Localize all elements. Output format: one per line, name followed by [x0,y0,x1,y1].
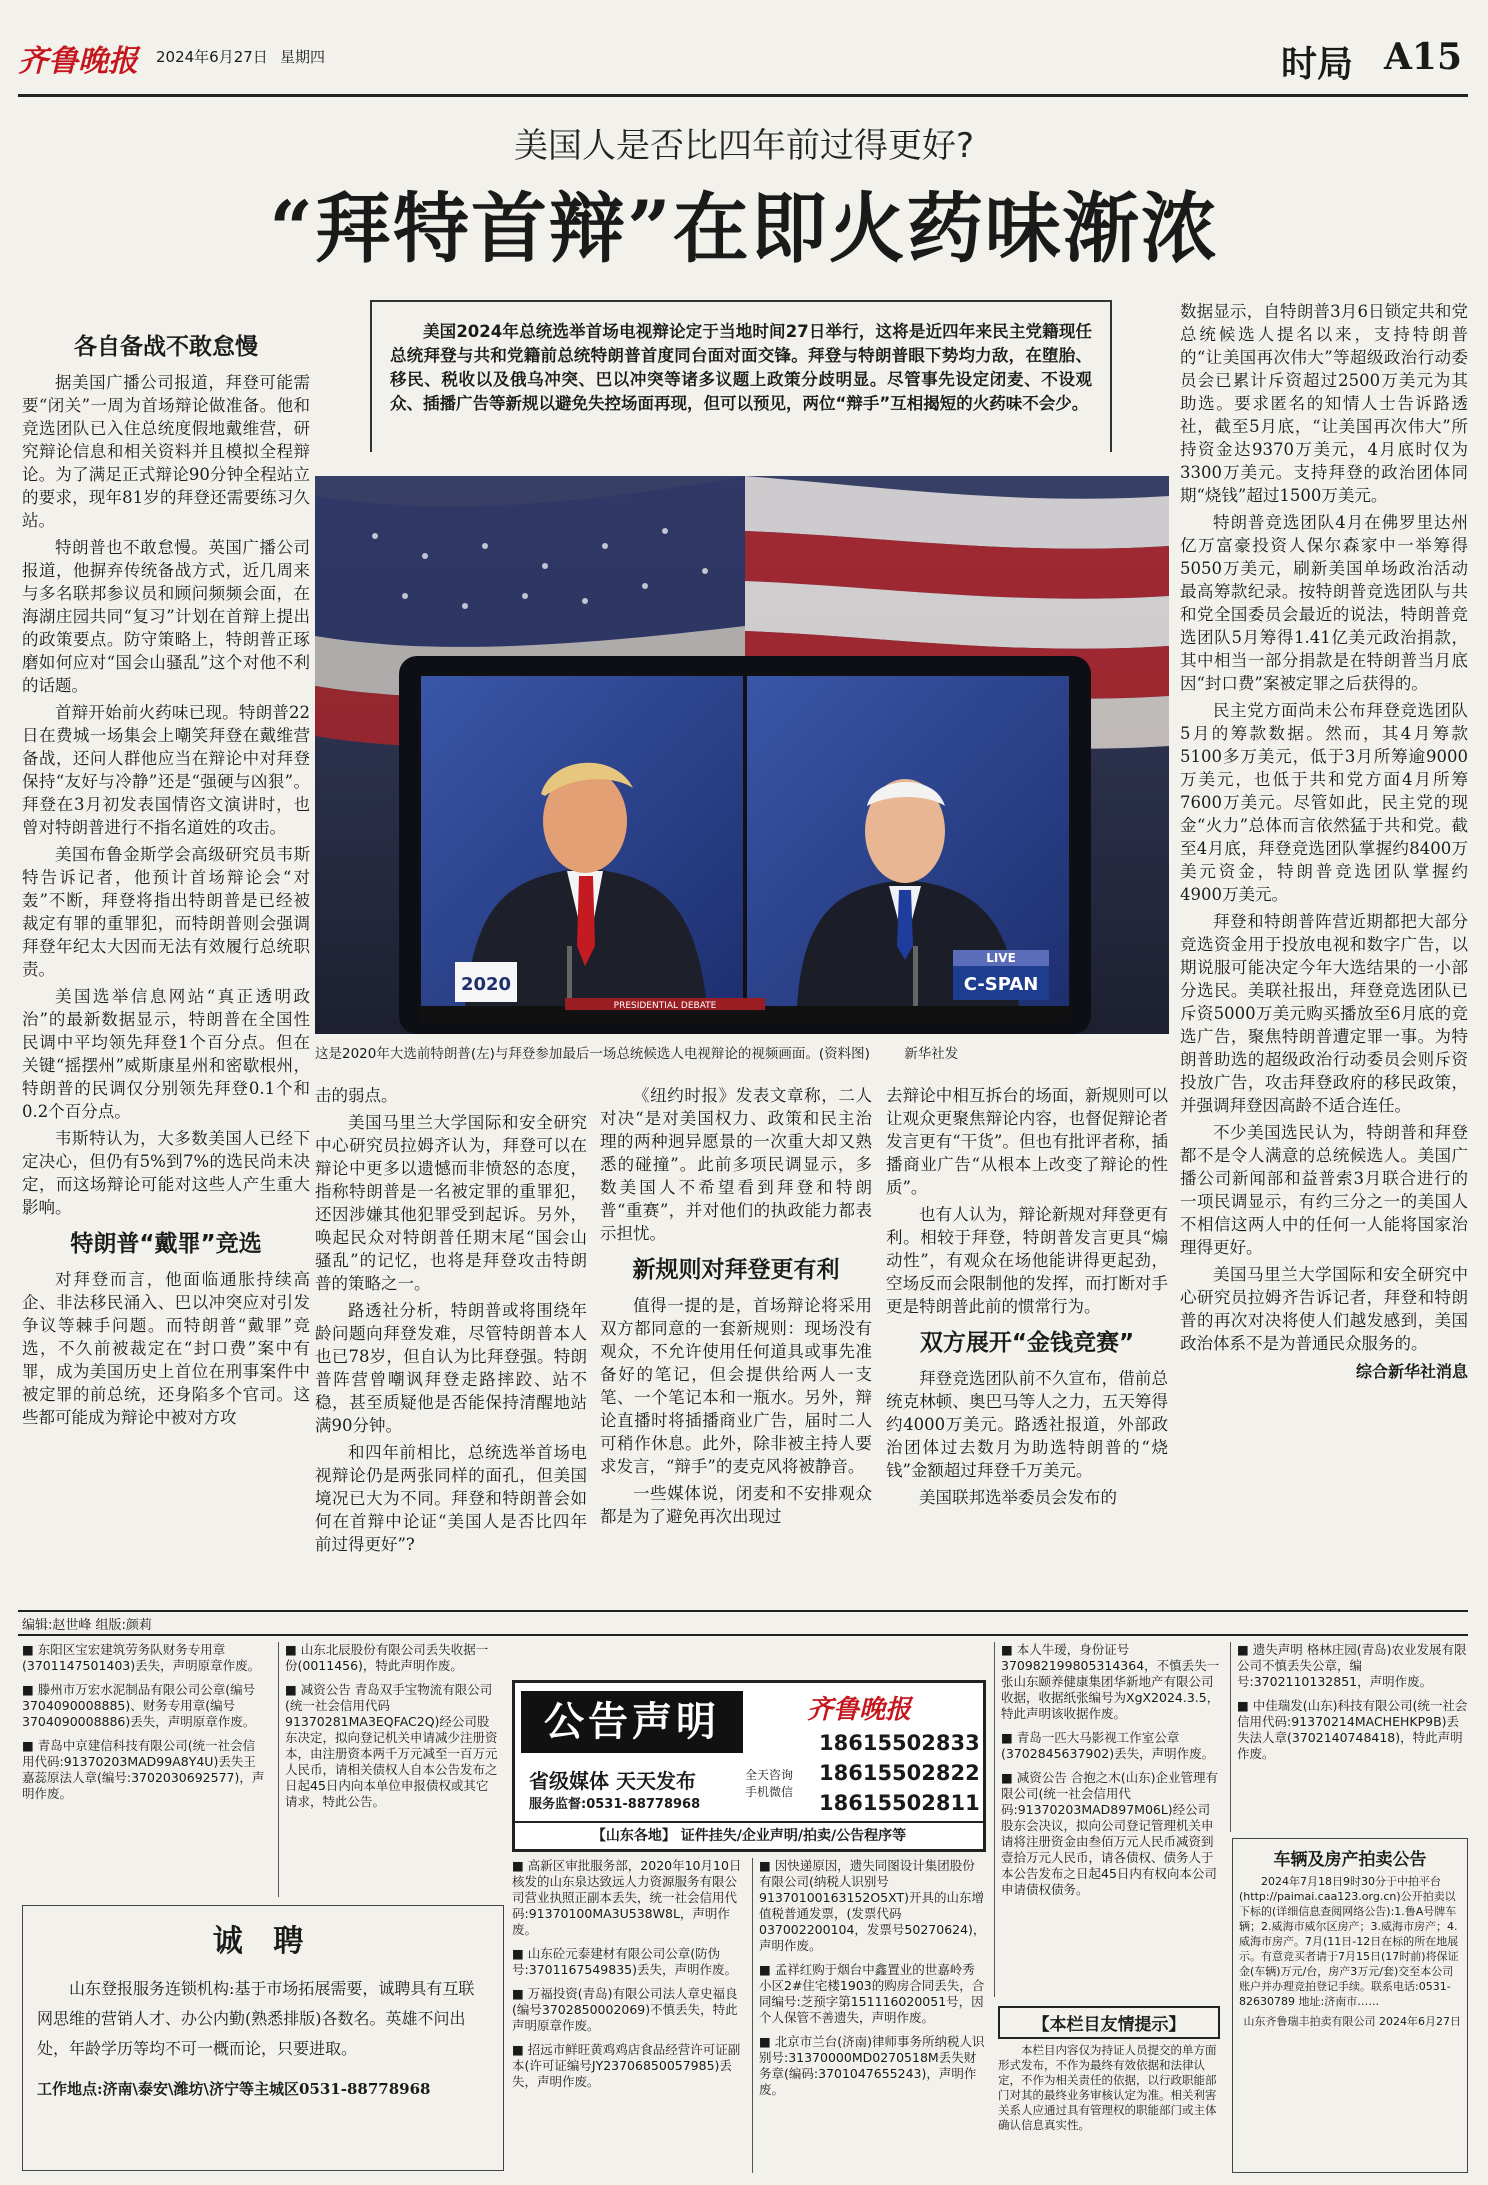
paper-name: 齐鲁晚报 [18,44,138,79]
header-rule [18,94,1468,97]
box-phone: 18615502822 [819,1761,980,1785]
paragraph: 韦斯特认为，大多数美国人已经下定决心，但仍有5%到7%的选民尚未决定，而这场辩论可能对这些人产生重大影响。 [22,1129,310,1217]
auction-notice [1232,1838,1468,2173]
recruit-text: 山东登报服务连锁机构:基于市场拓展需要，诚聘具有互联网思维的营销人才、办公内勤(熟悉排版)各数名。英雄不问出处，年龄学历等均不可一概而论，只要进取。 [37,1979,475,2058]
article-column-2 [315,1084,587,1604]
notice-item: ■ 孟祥红购于烟台中鑫置业的世嘉岭秀小区2#住宅楼1903的购房合同丢失，合同编号:芝预字第151116020051号，因个人保管不善遗失，声明作废。 [759,1962,986,2026]
lead-box [370,300,1112,452]
notice-item: ■ 山东砼元泰建材有限公司公章(防伪号:3701167549835)丢失，声明作废。 [512,1946,744,1978]
headline-title: “拜特首辩”在即火药味渐浓 [269,184,1219,273]
notices-left [22,1642,267,1897]
caption-credit: 新华社发 [904,1046,959,1062]
issue-weekday: 星期四 [280,48,326,66]
box-paper: 齐鲁晚报 [807,1695,912,1725]
paragraph: 美国联邦选举委员会发布的 [919,1488,1117,1507]
paragraph: 数据显示，自特朗普3月6日锁定共和党总统候选人提名以来，支持特朗普的“让美国再次伟大”等超级政治行动委员会已累计斥资超过2500万美元为其助选。要求匿名的知情人士告诉路透社，截至5月底，“让美国再次伟大”所持资金达9370万美元，4月底时仅为3300万美元。支持拜登的政治团体同期“烧钱”超过1500万美元。 [1180,302,1468,505]
notice-item: ■ 中佳瑞发(山东)科技有限公司(统一社会信用代码:91370214MACHEHKP9B)丢失法人章(3702140748418)，特此声明作废。 [1237,1698,1468,1762]
paragraph: 美国选举信息网站“真正透明政治”的最新数据显示，特朗普在全国性民调中平均领先拜登1个百分点。但在关键“摇摆州”威斯康星州和密歇根州，特朗普的民调仅分别领先拜登0.1个和0.2个百分点。 [22,987,310,1121]
network-logo: C-SPAN [963,974,1039,995]
subhead-new-rules: 新规则对拜登更有利 [632,1257,840,1283]
notice-item: ■ 青岛一匹大马影视工作室公章(3702845637902)丢失，声明作废。 [1001,1730,1222,1762]
paragraph: 《纽约时报》发表文章称，二人对决“是对美国权力、政策和民主治理的两种迥异愿景的一次重大却又熟悉的碰撞”。此前多项民调显示，多数美国人不希望看到拜登和特朗普“重赛”，并对他们的执政能力都表示担忧。 [600,1086,872,1243]
auction-title: 车辆及房产拍卖公告 [1273,1850,1427,1870]
photo-caption [315,1042,1169,1062]
paragraph: 特朗普也不敢怠慢。英国广播公司报道，他摒弃传统备战方式，近几周来与多名联邦参议员和顾问频频会面，在海湖庄园共同“复习”计划在首辩上提出的政策要点。防守策略上，特朗普正琢磨如何应对“国会山骚乱”这个对他不利的话题。 [22,538,310,695]
article-column-5 [1180,300,1468,1604]
box-consult: 全天咨询 手机微信 [745,1768,794,1799]
paragraph: 美国布鲁金斯学会高级研究员韦斯特告诉记者，他预计首场辩论会“对轰”不断，拜登将指出特朗普是已经被裁定有罪的重罪犯，而特朗普则会强调拜登年纪太大因而无法有效履行总统职责。 [22,845,310,979]
box-phone: 18615502811 [819,1791,980,1815]
notice-item: ■ 山东北辰股份有限公司丢失收据一份(0011456)，特此声明作废。 [285,1642,500,1674]
editor-rule-top [18,1610,1468,1612]
subhead-trump-campaign: 特朗普“戴罪”竞选 [70,1231,262,1257]
notice-item: ■ 招远市鲜旺黄鸡鸡店食品经营许可证副本(许可证编号JY23706850057985)丢失，声明作废。 [512,2042,744,2090]
paragraph: 拜登和特朗普阵营近期都把大部分竞选资金用于投放电视和数字广告，以期说服可能决定今年大选结果的一小部分选民。美联社报出，拜登竞选团队已斥资5000万美元购买播放至6月底的竞选广告，聚焦特朗普遭定罪一事。为特朗普助选的超级政治行动委员会则斥资投放广告，攻击拜登政府的移民政策，并强调拜登因高龄不适合连任。 [1180,912,1468,1115]
recruitment-ad [22,1905,504,2171]
paragraph: 特朗普竞选团队4月在佛罗里达州亿万富豪投资人保尔森家中一举筹得5050万美元，刷新美国单场政治活动最高筹款纪录。按特朗普竞选团队与共和党全国委员会最近的说法，特朗普竞选团队5月筹得1.41亿美元政治捐款，其中相当一部分捐款是在特朗普当月底因“封口费”案被定罪之后获得的。 [1180,513,1468,693]
notice-item: ■ 滕州市万宏水泥制品有限公司公章(编号3704090008885)、财务专用章(编号3704090008886)丢失，声明原章作废。 [22,1682,267,1730]
headline-kicker: 美国人是否比四年前过得更好? [513,126,975,166]
paragraph: 和四年前相比，总统选举首场电视辩论仍是两张同样的面孔，但美国境况已大为不同。拜登和特朗普会如何在首辩中论证“美国人是否比四年前过得更好”? [315,1443,587,1554]
lead-text: 美国2024年总统选举首场电视辩论定于当地时间27日举行，这将是近四年来民主党籍现任总统拜登与共和党籍前总统特朗普首度同台面对面交锋。拜登与特朗普眼下势均力敌，在堕胎、移民、税收以及俄乌冲突、巴以冲突等诸多议题上政策分歧明显。尽管事先设定闭麦、不设观众、插播广告等新规以避免失控场面再现，但可以预见，两位“辩手”互相揭短的火药味不会少。 [390,322,1092,413]
box-title: 公告声明 [521,1691,743,1753]
auction-sign: 山东齐鲁瑞丰拍卖有限公司 2024年6月27日 [1243,2015,1461,2028]
notices-col3 [512,1858,744,2173]
paragraph: 也有人认为，辩论新规对拜登更有利。相较于拜登，特朗普发言更具“煽动性”，有观众在场他能讲得更起劲，空场反而会限制他的发挥，而打断对手更是特朗普此前的惯常行为。 [886,1205,1168,1316]
paragraph: 民主党方面尚未公布拜登竞选团队5月的筹款数据。然而，其4月筹款5100多万美元，低于3月所筹逾9000万美元，也低于共和党方面4月所筹7600万美元。尽管如此，民主党的现金“火力”总体而言依然猛于共和党。截至4月底，拜登竞选团队掌握约8400万美元资金，特朗普竞选团队掌握约4900万美元。 [1180,701,1468,904]
notice-item: ■ 减资公告 青岛双手宝物流有限公司(统一社会信用代码91370281MA3EQFAC2Q)经公司股东决定，拟向登记机关申请减少注册资本，由注册资本两千万元减至一百万元人民币，请相关债权人自本公告发布之日起45日内向本单位申报债权或其它请求，特此公告。 [285,1682,500,1810]
box-footer: 【山东各地】 证件挂失/企业声明/拍卖/公告程序等 [515,1821,983,1849]
editor-line: 编辑:赵世峰 组版:颜莉 [22,1618,152,1633]
paragraph: 一些媒体说，闭麦和不安排观众都是为了避免再次出现过 [600,1484,872,1526]
notice-item: ■ 青岛中京建信科技有限公司(统一社会信用代码:91370203MAD99A8Y4U)丢失王嘉蕊原法人章(编号:3702030692577)，声明作废。 [22,1738,267,1802]
logo-2020: 2020 [460,974,512,995]
reminder-text: 本栏目内容仅为持证人员提交的单方面形式发布，不作为最终有效依据和法律认定，不作为相关责任的依据，以行政职能部门对其的最终业务审核认定为准。相关利害关系人应通过具有管理权的职能部门或主体确认信息真实性。 [998,2043,1217,2132]
subhead-money-race: 双方展开“金钱竞赛” [919,1330,1135,1356]
paragraph: 据美国广播公司报道，拜登可能需要“闭关”一周为首场辩论做准备。他和竞选团队已入住总统度假地戴维营，研究辩论信息和相关资料并且模拟全程辩论。为了满足正式辩论90分钟全程站立的要求，现年81岁的拜登还需要练习久站。 [22,373,310,530]
friendly-reminder [998,2006,1220,2173]
editor-rule-bottom [18,1634,1468,1636]
recruit-title: 诚 聘 [212,1924,314,1959]
paragraph: 拜登竞选团队前不久宣布，借前总统克林顿、奥巴马等人之力，五天筹得约4000万美元。路透社报道，外部政治团体过去数月为助选特朗普的“烧钱”金额超过拜登千万美元。 [886,1369,1168,1480]
notices-mid [278,1642,500,1897]
photo-illustration [315,476,1169,1034]
notice-item: ■ 东阳区宝宏建筑劳务队财务专用章(3701147501403)丢失，声明原章作废。 [22,1642,267,1674]
recruit-address: 工作地点:济南\泰安\潍坊\济宁等主城区0531-88778968 [37,2080,431,2098]
notices-col4 [752,1858,986,2173]
paragraph: 不少美国选民认为，特朗普和拜登都不是令人满意的总统候选人。美国广播公司新闻部和益普索3月联合进行的一项民调显示，有约三分之一的美国人不相信这两人中的任何一人能将国家治理得更好。 [1180,1123,1468,1257]
box-phone: 18615502833 [819,1731,980,1755]
paragraph: 路透社分析，特朗普或将围绕年龄问题向拜登发难，尽管特朗普本人也已78岁，但自认为比拜登强。特朗普阵营曾嘲讽拜登走路摔跤、站不稳，甚至质疑他是否能保持清醒地站满90分钟。 [315,1301,587,1435]
debate-banner: PRESIDENTIAL DEBATE [613,1001,717,1011]
article-column-4 [886,1084,1168,1604]
notice-item: ■ 遗失声明 格林庄园(青岛)农业发展有限公司不慎丢失公章，编号:3702110132851，声明作废。 [1237,1642,1468,1690]
notice-item: ■ 因快递原因，遗失同图设计集团股份有限公司(纳税人识别号91370100163152O5XT)开具的山东增值税普通发票，(发票代码037002200104，发票号50270624)，声明作废。 [759,1858,986,1954]
notices-col6 [1230,1642,1468,1832]
reminder-title: 【本栏目友情提示】 [998,2006,1220,2039]
notice-item: ■ 万福投资(青岛)有限公司法人章史福良(编号3702850002069)不慎丢失，特此声明原章作废。 [512,1986,744,2034]
masthead [18,30,1468,92]
live-tag: LIVE [986,951,1016,965]
subhead-preparation: 各自备战不敢怠慢 [74,334,258,360]
notices-col5 [994,1642,1222,1997]
paragraph: 击的弱点。 [315,1086,398,1105]
paragraph: 去辩论中相互拆台的场面，新规则可以让观众更聚焦辩论内容，也督促辩论者发言更有“干货”。但也有批评者称，插播商业广告“从根本上改变了辩论的性质”。 [886,1086,1168,1197]
notice-item: ■ 本人牛瑷，身份证号370982199805314364，不慎丢失一张山东颐养健康集团华新地产有限公司收据，收据纸张编号为XgX2024.3.5，特此声明该收据作废。 [1001,1642,1222,1722]
section-name: 时局 [1280,44,1353,85]
page-number: A15 [1383,36,1462,78]
notice-item: ■ 北京市兰台(济南)律师事务所纳税人识别号:31370000MD0270518M丢失财务章(编码:3701047655243)，声明作废。 [759,2034,986,2098]
byline: 综合新华社消息 [1355,1362,1468,1381]
paragraph: 值得一提的是，首场辩论将采用双方都同意的一套新规则：现场没有观众，不允许使用任何道具或事先准备好的笔记，但会提供给两人一支笔、一个笔记本和一瓶水。另外，辩论直播时将插播商业广告，届时二人可稍作休息。此外，除非被主持人要求发言，“辩手”的麦克风将被静音。 [600,1296,872,1476]
paragraph: 对拜登而言，他面临通胀持续高企、非法移民涌入、巴以冲突应对引发争议等棘手问题。而特朗普“戴罪”竞选，不久前被裁定在“封口费”案中有罪，成为美国历史上首位在刑事案件中被定罪的前总统，还身陷多个官司。这些都可能成为辩论中被对方攻 [22,1270,310,1427]
article-column-3 [600,1084,872,1604]
notice-item: ■ 减资公告 合抱之木(山东)企业管理有限公司(统一社会信用代码:91370203MAD897M06L)经公司股东会决议，拟向公司登记管理机关申请将注册资金由叁佰万元人民币减资到壹拾万元人民币，请各债权、债务人于本公告发布之日起45日内有权向本公司申请债权债务。 [1001,1770,1222,1898]
paragraph: 美国马里兰大学国际和安全研究中心研究员拉姆齐告诉记者，拜登和特朗普的再次对决将使人们越发感到，美国政治体系不是为普通民众服务的。 [1180,1265,1468,1353]
caption-text: 这是2020年大选前特朗普(左)与拜登参加最后一场总统候选人电视辩论的视频画面。(资料图) [315,1046,870,1062]
box-slogan: 省级媒体 天天发布 [529,1769,696,1793]
paragraph: 美国马里兰大学国际和安全研究中心研究员拉姆齐认为，拜登可以在辩论中更多以遗憾而非愤怒的态度，指称特朗普是一名被定罪的重罪犯，还因涉嫌其他犯罪受到起诉。另外，唤起民众对特朗普任期末尾“国会山骚乱”的记忆，也将是拜登攻击特朗普的策略之一。 [315,1113,587,1293]
box-hotline: 服务监督:0531-88778968 [529,1797,701,1812]
issue-date: 2024年6月27日 [156,48,268,66]
auction-text: 2024年7月18日9时30分于中拍平台(http://paimai.caa123.org.cn)公开拍卖以下标的(详细信息查阅网络公告):1.鲁A号牌车辆；2.威海市威尔区房产；3.威海市房产；4.威海市房产。7月(11日-12日在标的所在地展示。有意竞买者请于7月15日(17时前)将保证金(车辆)万元/台，房产3万元/套)交至本公司账户并办理竞拍登记手续。联系电话:0531-82630789 地址:济南市…… [1239,1875,1459,2008]
announcement-box [512,1680,986,1852]
notice-item: ■ 高新区审批服务部，2020年10月10日核发的山东泉达致远人力资源服务有限公司营业执照正副本丢失，统一社会信用代码:91370100MA3U538W8L，声明作废。 [512,1858,744,1938]
debate-photo [315,476,1169,1034]
paragraph: 首辩开始前火药味已现。特朗普22日在费城一场集会上嘲笑拜登在戴维营备战，还问人群他应当在辩论中对拜登保持“友好与冷静”还是“强硬与凶狠”。拜登在3月初发表国情咨文演讲时，也曾对特朗普进行不指名道姓的攻击。 [22,703,310,837]
